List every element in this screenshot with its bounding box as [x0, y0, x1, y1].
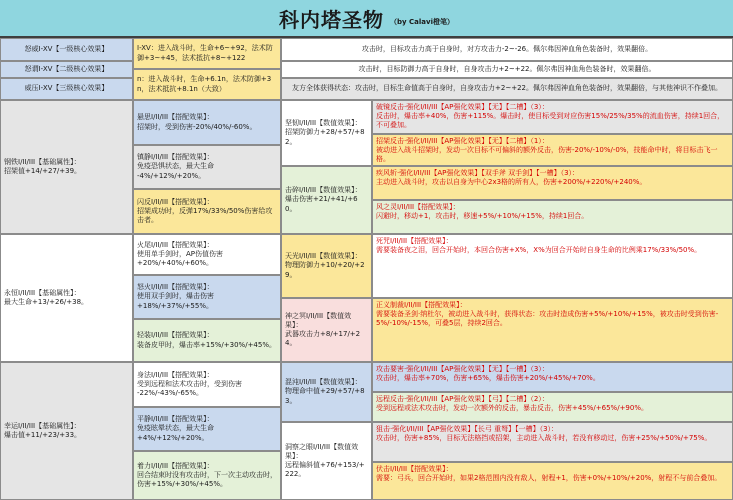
- title-main: 科内塔圣物: [279, 7, 385, 32]
- group-2-sec-2: [281, 298, 372, 362]
- group-1-sec-2: [281, 166, 372, 234]
- group-2-sub-1: [133, 234, 281, 275]
- core-stat-3-text: n：进入战斗时，生命+6.1n，法术防御+3n，法术抵抗+8.1n（大致）: [137, 75, 272, 93]
- group-3-base: [0, 362, 133, 500]
- group-3-sec-1: [281, 362, 372, 422]
- group-3-effect-3: 狙击·强化I/II/III【AP强化效果】【长弓 重弩】【一槽】（3）： 攻击时，伤害+85%，目标无法格挡或招架，主动进入战斗时，若没有移动过，伤害+25%/+50%/+75%。: [372, 422, 733, 462]
- group-1-sec-1-text: 坚韧I/II/III【数值效果】： 招架防御力+28/+57/+82。: [285, 119, 365, 146]
- group-3-sub-2-text: 平静I/II/III【搭配效果】： 免疫眩晕状态，最大生命 +4%/+12%/+20%。: [137, 415, 214, 442]
- title-author: （by Calavi橙笔）: [390, 18, 454, 26]
- group-2-sec-2-text: 神之冥I/II/III【数值效果】： 武器攻击力+8/+17/+24。: [285, 311, 361, 348]
- group-2-sub-1-text: 火尾I/II/III【搭配效果】： 使用单手剑时，AP伤值伤害 +20%/+40%/+60%。: [137, 240, 224, 268]
- group-1-effect-1: 破镜反击·强化I/II/III【AP强化效果】【无】【二槽】（3）： 反击时，爆击率+40%，伤害+115%。爆击时，使目标受到对应伤害15%/25%/35%的流血伤害，持续1回合，不可叠加。: [372, 100, 733, 134]
- group-3-sec-1-text: 混沌I/II/III【数值效果】： 物理命中值+29/+57/+83。: [285, 378, 365, 405]
- group-1-effect-4: 风之灵I/II/III【搭配效果】： 闪避时，移动+1，攻击时，移速+5%/+10%/+15%，持续1回合。: [372, 200, 733, 234]
- group-1-sub-2-text: 镇静I/II/III【搭配效果】： 免疫恐惧状态，最大生命 -4%/+12%/+20%。: [137, 153, 214, 180]
- group-3-sec-2-text: 洞察之眼I/II/III【数值效果】： 远程偏斜值+76/+153/+222。: [285, 442, 365, 479]
- group-2-sub-3-text: 轻装I/II/III【搭配效果】： 装备皮甲时，爆击率+15%/+30%/+45%。: [137, 331, 276, 349]
- core-name-2: 怒谓I-XV【二级核心效果】: [0, 61, 133, 78]
- group-1-base-text: 钢铁I/II/III【基础属性】： 招架值+14/+27/+39。: [4, 157, 82, 175]
- group-3-effect-1: 攻击要害·强化I/II/III【AP强化效果】【无】【一槽】（3）： 攻击时，爆击率+70%，伤害+65%，爆击伤害+20%/+45%/+70%。: [372, 362, 733, 392]
- core-stat-1-text: I-XV：进入战斗时，生命+6~+92，法术防御+3~+45，法术抵抗+8~+122: [137, 44, 273, 62]
- core-stat-3: [133, 69, 281, 100]
- group-1-sub-3: [133, 189, 281, 234]
- group-2-effect-1: 死咒I/II/III【搭配效果】： 需要装备夜之泪，回合开始时，本回合伤害+X%，X%为回合开始时自身生命的比例乘17%/33%/50%。: [372, 234, 733, 298]
- group-1-sec-2-text: 击碎I/II/III【数值效果】： 爆击伤害+21/+41/+60。: [285, 186, 362, 213]
- core-name-1: 怒威I-XV【一级核心效果】: [0, 38, 133, 61]
- group-2-sec-1: [281, 234, 372, 298]
- group-1-sub-1-text: 悬思I/II/III【搭配效果】： 招架时，受到伤害-20%/40%/-60%。: [137, 113, 257, 131]
- core-effect-2: 攻击时，目标防御力高于自身时，自身攻击力+2~+22。佩尔弗因神血角色装备时，效果翻倍。: [281, 61, 733, 78]
- group-3-sub-3: [133, 451, 281, 500]
- group-3-sub-1: [133, 362, 281, 407]
- group-2-effect-2: 正义制裁I/II/III【搭配效果】： 需要装备圣剑·纳杜尔，被动进入战斗时，获得状态：攻击时造成伤害+5%/+10%/+15%，被攻击时受到伤害-5%/-10%/-15%，可叠5层，持续2回合。: [372, 298, 733, 362]
- group-3-sub-3-text: 着力I/II/III【搭配效果】： 回合结束时没有攻击时，下一次主动攻击时，伤害+15%/+30%/+45%。: [137, 461, 277, 489]
- group-1-sub-1: [133, 100, 281, 145]
- core-effect-1: 攻击时，目标攻击力高于自身时，对方攻击力-2~-26。佩尔弗因神血角色装备时，效果翻倍。: [281, 38, 733, 61]
- page-title: [0, 0, 733, 38]
- group-2-base: [0, 234, 133, 362]
- group-1-effect-2: 招架反击·强化I/II/III【AP强化效果】【无】【二槽】（1）： 被动进入战斗招架时，发动一次目标不可偏斜的额外反击，伤害-20%/-10%/-0%，技能命中时，将目标击飞一格。: [372, 134, 733, 166]
- group-1-sub-3-text: 闪反I/II/III【搭配效果】： 招架成功时，反弹17%/33%/50%伤害给攻击者。: [137, 197, 273, 225]
- core-stat-1: [133, 38, 281, 69]
- group-3-base-text: 幸运I/II/III【基础属性】： 爆击值+11/+23/+33。: [4, 421, 82, 439]
- group-3-effect-4: 伏击I/II/III【搭配效果】： 需要：弓兵，回合开始时，如果2格范围内没有敌人，射程+1，伤害+0%/+10%/+20%，射程不与前合叠加。: [372, 462, 733, 500]
- core-effect-3: 友方全体获得状态：攻击时，目标生命值高于自身时，自身攻击力+2~+22。佩尔弗因神血角色装备时，效果翻倍，与其他神识不作叠加。: [281, 78, 733, 100]
- group-3-effect-2: 远程反击·强化I/II/III【AP强化效果】【弓】【二槽】（2）： 受到远程或法术攻击时，发动一次额外的反击，暴击反击，伤害+45%/+65%/+90%。: [372, 392, 733, 422]
- group-1-sec-1: [281, 100, 372, 166]
- group-1-effect-3: 疾风斩·强化I/II/III【AP强化效果】【双手斧 双手剑】【一槽】（3）： 主动进入战斗时，攻击以自身为中心2x3格的所有人，伤害+200%/+220%/+240%。: [372, 166, 733, 200]
- group-2-sec-1-text: 天光I/II/III【数值效果】： 物理防御力+10/+20/+29。: [285, 252, 365, 279]
- group-1-base: [0, 100, 133, 234]
- group-3-sub-1-text: 身法I/II/III【搭配效果】： 受到远程和法术攻击时，受到伤害 -22%/-43%/-65%。: [137, 370, 242, 398]
- group-2-sub-2-text: 怒火I/II/III【搭配效果】： 使用双手剑时，爆击伤害 +18%/+37%/+55%。: [137, 283, 214, 310]
- group-3-sec-2: [281, 422, 372, 500]
- group-2-sub-3: [133, 319, 281, 362]
- group-2-sub-2: [133, 275, 281, 319]
- group-3-sub-2: [133, 407, 281, 451]
- core-name-3: 威压I-XV【三级核心效果】: [0, 78, 133, 100]
- group-2-base-text: 永恒I/II/III【基础属性】： 最大生命+13/+26/+38。: [4, 288, 89, 306]
- group-1-sub-2: [133, 145, 281, 189]
